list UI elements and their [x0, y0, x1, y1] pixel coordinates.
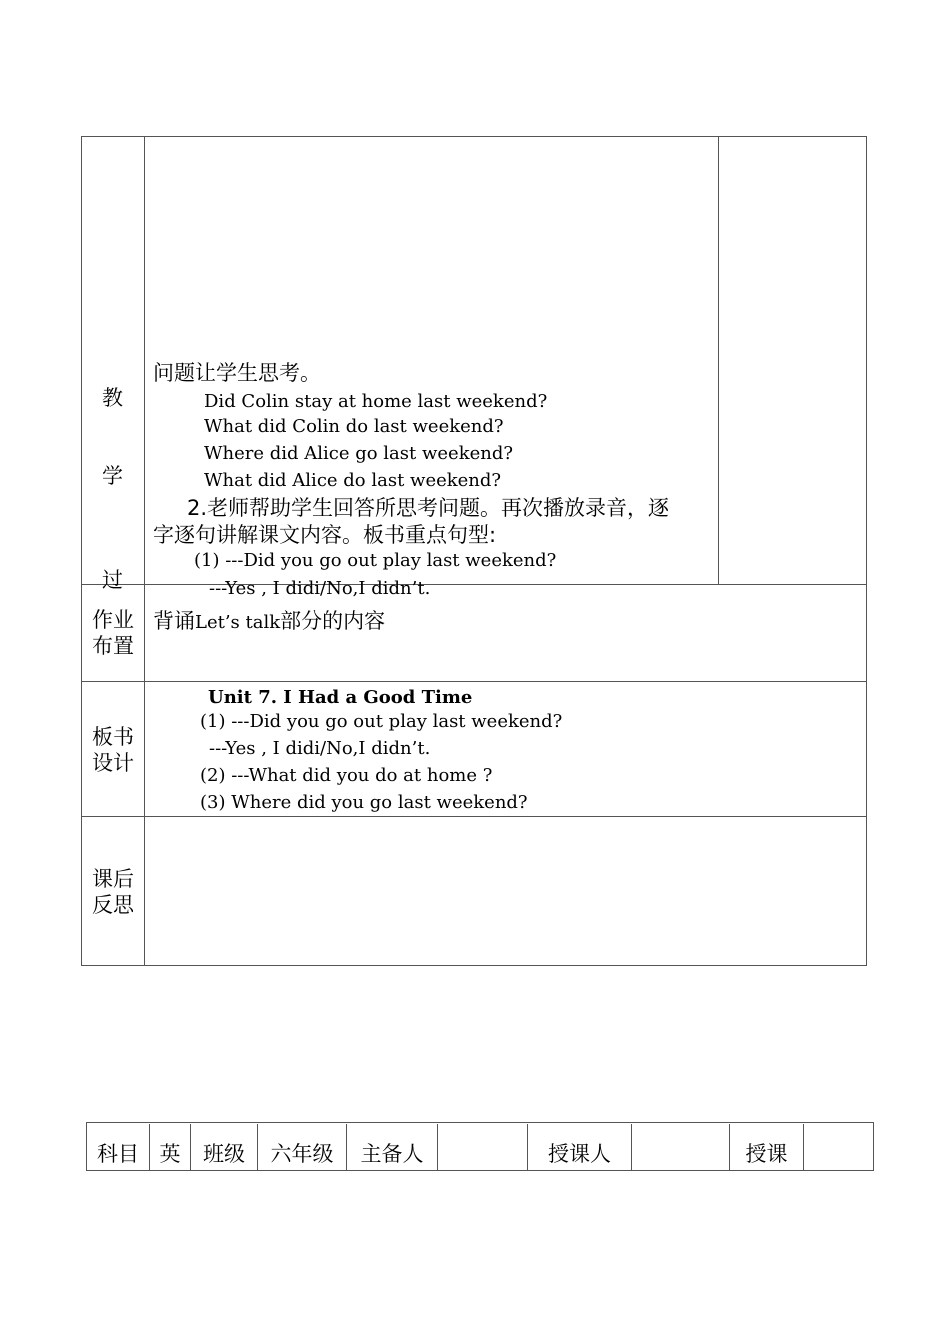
board-line-2: ---Yes , I didi/No,I didn’t. — [209, 738, 431, 759]
table-border-left — [81, 136, 82, 966]
homework-label-line-2: 布置 — [92, 634, 134, 658]
header-row-bottom — [86, 1170, 874, 1171]
reflection-label-line-1: 课后 — [92, 867, 134, 891]
board-line-1: (1) ---Did you go out play last weekend? — [200, 711, 563, 732]
process-label-char-3: 过 — [102, 568, 123, 592]
question-prompt: 问题让学生思考。 — [153, 361, 321, 385]
header-cell-subject: 科目 — [87, 1124, 150, 1170]
question-4: What did Alice do last weekend? — [204, 470, 502, 491]
header-row-right — [873, 1122, 874, 1171]
board-title: Unit 7. I Had a Good Time — [208, 687, 473, 708]
header-cell-preparer: 主备人 — [347, 1124, 438, 1170]
question-1: Did Colin stay at home last weekend? — [204, 391, 548, 412]
header-cell-class: 班级 — [191, 1124, 258, 1170]
homework-label-line-1: 作业 — [92, 608, 134, 632]
header-cell-lesson-value — [804, 1124, 872, 1170]
pattern-answer: ---Yes , I didi/No,I didn’t. — [209, 578, 431, 599]
header-cell-lesson: 授课 — [730, 1124, 804, 1170]
header-row-top — [86, 1122, 874, 1123]
header-cell-teacher: 授课人 — [528, 1124, 632, 1170]
table-divider-homework — [81, 681, 867, 682]
board-line-3: (2) ---What did you do at home ? — [200, 765, 493, 786]
reflection-content — [146, 818, 865, 964]
homework-label — [82, 607, 144, 659]
table-divider-board — [81, 816, 867, 817]
table-border-bottom — [81, 965, 867, 966]
board-label-line-2: 设计 — [92, 751, 134, 775]
header-cell-class-value: 六年级 — [258, 1124, 347, 1170]
board-label-line-1: 板书 — [92, 725, 134, 749]
table-label-divider — [144, 136, 145, 966]
table-divider-process — [81, 584, 867, 585]
board-line-4: (3) Where did you go last weekend? — [200, 792, 528, 813]
process-label-char-1: 教 — [102, 386, 123, 410]
process-label-char-2: 学 — [102, 464, 123, 488]
table-notes-divider — [718, 136, 719, 585]
homework-text-suffix: 部分的内容 — [280, 609, 386, 633]
reflection-label — [82, 866, 144, 918]
step2-line-2: 字逐句讲解课文内容。板书重点句型: — [153, 523, 497, 547]
header-cell-subject-value: 英 — [150, 1124, 191, 1170]
reflection-label-line-2: 反思 — [92, 893, 134, 917]
homework-text-en: Let’s talk — [195, 612, 281, 633]
question-2: What did Colin do last weekend? — [204, 416, 504, 437]
header-cell-teacher-value — [632, 1124, 730, 1170]
board-label — [82, 724, 144, 776]
pattern-question: (1) ---Did you go out play last weekend? — [194, 550, 557, 571]
header-cell-preparer-value — [438, 1124, 528, 1170]
homework-text — [153, 611, 385, 632]
homework-text-prefix: 背诵 — [153, 609, 195, 633]
step2-line-1: 2.老师帮助学生回答所思考问题。再次播放录音，逐 — [187, 496, 670, 520]
table-border-top — [81, 136, 867, 137]
question-3: Where did Alice go last weekend? — [204, 443, 514, 464]
table-border-right — [866, 136, 867, 966]
